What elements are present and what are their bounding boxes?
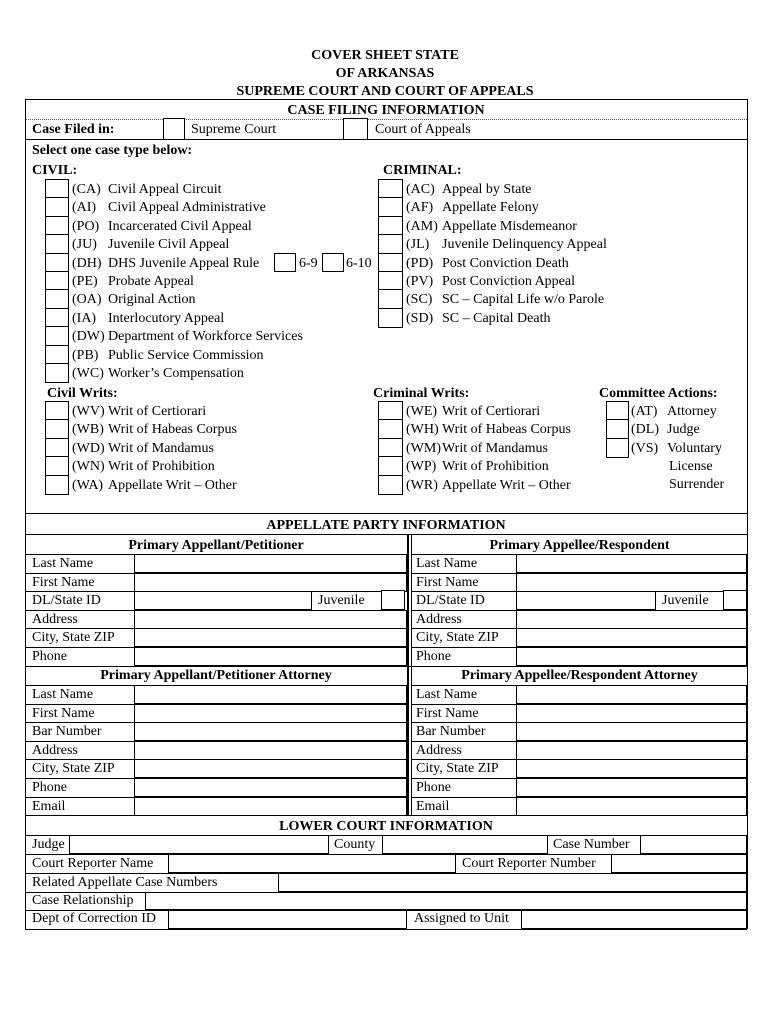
appellee-attorney-field-label: Address: [416, 743, 462, 758]
appellant-attorney-field-label: Email: [32, 799, 66, 814]
assigned-to-unit-label: Assigned to Unit: [414, 911, 509, 926]
criminal-type-code: (SC): [406, 292, 433, 308]
criminal-type-code: (AC): [406, 182, 435, 197]
appellee-field-label: Address: [416, 612, 462, 627]
civil-type-checkbox[interactable]: [45, 234, 69, 254]
case-relationship-label: Case Relationship: [32, 893, 134, 908]
civil-type-checkbox[interactable]: [45, 308, 69, 328]
court-reporter-name-label: Court Reporter Name: [32, 856, 154, 871]
civil-type-label: Civil Appeal Circuit: [108, 182, 222, 197]
civil-type-label: Public Service Commission: [108, 347, 264, 363]
appellant-field-label: Last Name: [32, 556, 94, 571]
criminal-type-checkbox[interactable]: [378, 179, 403, 199]
county-label: County: [334, 837, 376, 852]
appellant-attorney-field-label: Phone: [32, 780, 67, 795]
criminal-type-code: (PV): [406, 274, 434, 289]
civil-type-code: (PE): [72, 274, 98, 289]
appellee-field-label: Last Name: [416, 556, 478, 571]
appellant-field-input[interactable]: [134, 573, 407, 592]
supreme-court-checkbox[interactable]: [163, 118, 185, 140]
criminal-type-checkbox[interactable]: [378, 271, 403, 291]
appellee-attorney-field-label: Bar Number: [416, 724, 486, 739]
criminal-writ-label: Writ of Habeas Corpus: [442, 422, 571, 438]
civil-type-label: Interlocutory Appeal: [108, 310, 225, 326]
judge-label: Judge: [32, 837, 65, 852]
appellant-juvenile-checkbox[interactable]: [381, 590, 405, 610]
appellee-juvenile-label: Juvenile: [662, 593, 709, 608]
civil-type-label: Probate Appeal: [108, 274, 194, 289]
lower-court-bottom-rule: [25, 929, 747, 930]
appellant-attorney-field-input[interactable]: [134, 722, 407, 741]
committee-action-code: (AT): [631, 404, 658, 419]
case-relationship-input[interactable]: [145, 892, 747, 910]
civil-type-checkbox[interactable]: [45, 326, 69, 346]
lower-court-title: LOWER COURT INFORMATION: [279, 819, 493, 834]
county-input[interactable]: [382, 835, 548, 854]
appellee-field-input[interactable]: [516, 610, 747, 629]
civil-writ-checkbox[interactable]: [45, 456, 69, 476]
civil-writ-label: Writ of Habeas Corpus: [108, 422, 237, 438]
criminal-type-code: (SD): [406, 310, 434, 326]
appellee-attorney-field-label: First Name: [416, 706, 479, 721]
civil-type-checkbox[interactable]: [45, 271, 69, 291]
appellant-field-label: City, State ZIP: [32, 630, 115, 645]
case-filed-in-label: Case Filed in:: [32, 122, 115, 137]
appellant-attorney-field-input[interactable]: [134, 778, 407, 797]
case-number-input[interactable]: [640, 835, 747, 854]
section-left-border: [25, 99, 26, 513]
civil-writ-checkbox[interactable]: [45, 438, 69, 458]
appellee-field-label: First Name: [416, 575, 479, 590]
appellee-attorney-field-label: Email: [416, 799, 450, 814]
party-title-rule: [25, 534, 747, 535]
party-info-title: APPELLATE PARTY INFORMATION: [266, 518, 506, 533]
appellee-field-input[interactable]: [516, 554, 747, 573]
criminal-type-checkbox[interactable]: [378, 308, 403, 328]
appellant-attorney-field-input[interactable]: [134, 797, 407, 816]
dh-6-10-checkbox[interactable]: [322, 253, 344, 272]
related-case-numbers-input[interactable]: [278, 873, 747, 892]
appellee-juvenile-checkbox[interactable]: [723, 590, 747, 610]
civil-type-label: DHS Juvenile Appeal Rule: [108, 255, 260, 271]
party-center-divider-a: [407, 534, 409, 815]
criminal-type-checkbox[interactable]: [378, 216, 403, 236]
appellant-attorney-field-label: Bar Number: [32, 724, 102, 739]
civil-type-checkbox[interactable]: [45, 363, 69, 383]
committee-vs-line2: License: [669, 459, 713, 474]
related-case-numbers-label: Related Appellate Case Numbers: [32, 875, 218, 890]
dh-6-9-checkbox[interactable]: [274, 253, 296, 272]
criminal-writ-checkbox[interactable]: [378, 438, 403, 458]
filed-in-rule: [25, 139, 747, 140]
civil-type-code: (OA): [72, 292, 102, 308]
appellee-attorney-field-label: City, State ZIP: [416, 761, 499, 776]
committee-actions-heading: Committee Actions:: [599, 386, 718, 401]
criminal-type-code: (JL): [406, 237, 430, 253]
criminal-writ-label: Writ of Prohibition: [442, 459, 549, 475]
committee-action-code: (VS): [631, 440, 659, 456]
civil-type-label: Incarcerated Civil Appeal: [108, 218, 252, 234]
party-right-border: [747, 513, 748, 815]
civil-type-checkbox[interactable]: [45, 216, 69, 236]
civil-type-checkbox[interactable]: [45, 253, 69, 273]
criminal-writ-code: (WH): [406, 422, 439, 438]
appellee-field-label: DL/State ID: [416, 593, 485, 608]
appellee-attorney-field-input[interactable]: [516, 741, 747, 760]
civil-type-checkbox[interactable]: [45, 179, 69, 199]
case-filing-title: CASE FILING INFORMATION: [287, 103, 485, 118]
appellant-field-input[interactable]: [134, 591, 312, 610]
lower-court-right-border: [747, 815, 748, 929]
criminal-type-label: Appellate Misdemeanor: [442, 218, 577, 234]
criminal-type-checkbox[interactable]: [378, 289, 403, 309]
filing-bottom-rule: [25, 513, 747, 514]
assigned-to-unit-input[interactable]: [521, 910, 747, 929]
court-reporter-number-input[interactable]: [611, 854, 747, 873]
title-line-3: SUPREME COURT AND COURT OF APPEALS: [236, 84, 534, 99]
civil-type-code: (PO): [72, 218, 100, 234]
appellee-attorney-field-label: Last Name: [416, 687, 478, 702]
appellee-attorney-field-input[interactable]: [516, 722, 747, 741]
appellant-attorney-field-input[interactable]: [134, 741, 407, 760]
civil-writ-label: Writ of Mandamus: [108, 440, 214, 456]
appellee-field-input[interactable]: [516, 591, 656, 610]
committee-action-label: Voluntary: [667, 440, 722, 456]
criminal-type-label: Post Conviction Appeal: [442, 274, 575, 289]
appellant-heading: Primary Appellant/Petitioner: [128, 538, 304, 553]
civil-writ-code: (WN): [72, 459, 105, 475]
criminal-writ-label: Writ of Certiorari: [442, 404, 541, 419]
criminal-type-checkbox[interactable]: [378, 234, 403, 254]
civil-type-label: Worker’s Compensation: [108, 366, 244, 381]
civil-type-checkbox[interactable]: [45, 289, 69, 309]
civil-type-code: (AI): [72, 200, 97, 216]
appellee-attorney-field-label: Phone: [416, 780, 451, 795]
appellee-attorney-field-input[interactable]: [516, 704, 747, 723]
appellee-field-label: Phone: [416, 649, 451, 664]
appellee-attorney-field-input[interactable]: [516, 778, 747, 797]
criminal-writ-code: (WE): [406, 404, 438, 419]
dh-6-9-label: 6-9: [299, 256, 318, 271]
court-of-appeals-checkbox[interactable]: [343, 118, 368, 140]
civil-writ-code: (WV): [72, 404, 105, 419]
committee-action-code: (DL): [631, 422, 659, 438]
appellant-field-label: DL/State ID: [32, 593, 101, 608]
civil-writ-label: Appellate Writ – Other: [108, 477, 237, 493]
civil-type-label: Civil Appeal Administrative: [108, 200, 266, 216]
criminal-writ-label: Appellate Writ – Other: [442, 477, 571, 493]
civil-type-checkbox[interactable]: [45, 197, 69, 217]
committee-action-label: Attorney: [667, 404, 717, 419]
court-reporter-name-input[interactable]: [168, 854, 456, 873]
appellee-heading: Primary Appellee/Respondent: [489, 538, 670, 553]
appellant-attorney-field-label: Address: [32, 743, 78, 758]
criminal-type-label: Post Conviction Death: [442, 255, 569, 271]
committee-action-checkbox[interactable]: [606, 401, 629, 421]
criminal-type-code: (AM): [406, 218, 438, 234]
criminal-type-label: Juvenile Delinquency Appeal: [442, 237, 607, 253]
civil-type-code: (DW): [72, 329, 105, 345]
appellee-attorney-field-input[interactable]: [516, 685, 747, 704]
criminal-writ-code: (WP): [406, 459, 437, 475]
dh-6-10-label: 6-10: [346, 256, 372, 271]
civil-writs-heading: Civil Writs:: [47, 386, 118, 401]
appellant-field-label: First Name: [32, 575, 95, 590]
criminal-writ-code: (WR): [406, 477, 438, 493]
civil-type-label: Juvenile Civil Appeal: [108, 237, 230, 253]
criminal-writ-label: Writ of Mandamus: [442, 440, 548, 456]
civil-type-code: (PB): [72, 347, 99, 363]
dept-correction-id-label: Dept of Correction ID: [32, 911, 157, 926]
title-line-1: COVER SHEET STATE: [311, 48, 459, 63]
civil-type-code: (WC): [72, 366, 104, 381]
criminal-type-code: (PD): [406, 255, 434, 271]
criminal-writs-heading: Criminal Writs:: [373, 386, 470, 401]
appellee-attorney-field-input[interactable]: [516, 797, 747, 816]
court-of-appeals-label: Court of Appeals: [375, 122, 471, 137]
criminal-type-checkbox[interactable]: [378, 253, 403, 273]
appellee-field-input[interactable]: [516, 628, 747, 647]
civil-writ-checkbox[interactable]: [45, 401, 69, 421]
civil-writ-checkbox[interactable]: [45, 419, 69, 439]
appellant-attorney-field-input[interactable]: [134, 685, 407, 704]
committee-vs-line3: Surrender: [669, 477, 725, 492]
civil-writ-label: Writ of Prohibition: [108, 459, 215, 475]
filing-title-rule: [25, 119, 747, 120]
appellant-field-label: Phone: [32, 649, 67, 664]
party-left-border: [25, 513, 26, 815]
appellant-field-input[interactable]: [134, 554, 407, 573]
criminal-type-code: (AF): [406, 200, 434, 216]
civil-type-code: (JU): [72, 237, 97, 253]
criminal-writ-checkbox[interactable]: [378, 419, 403, 439]
appellee-field-input[interactable]: [516, 573, 747, 592]
civil-writ-checkbox[interactable]: [45, 475, 69, 495]
criminal-type-label: Appeal by State: [442, 182, 532, 197]
judge-input[interactable]: [69, 835, 329, 854]
criminal-type-label: SC – Capital Life w/o Parole: [442, 292, 605, 308]
appellant-field-input[interactable]: [134, 647, 407, 666]
supreme-court-label: Supreme Court: [191, 122, 277, 137]
civil-type-code: (IA): [72, 310, 97, 326]
criminal-writ-code: (WM): [406, 440, 441, 456]
appellant-field-input[interactable]: [134, 610, 407, 629]
section-right-border: [747, 99, 748, 513]
criminal-type-label: Appellate Felony: [442, 200, 539, 216]
criminal-type-checkbox[interactable]: [378, 197, 403, 217]
lower-court-left-border: [25, 815, 26, 929]
appellee-field-label: City, State ZIP: [416, 630, 499, 645]
court-reporter-number-label: Court Reporter Number: [462, 856, 596, 871]
civil-type-code: (CA): [72, 182, 101, 197]
appellant-attorney-field-label: Last Name: [32, 687, 94, 702]
committee-action-checkbox[interactable]: [606, 438, 629, 458]
appellee-attorney-heading: Primary Appellee/Respondent Attorney: [461, 668, 698, 683]
civil-writ-code: (WD): [72, 440, 105, 456]
appellant-field-input[interactable]: [134, 628, 407, 647]
committee-action-checkbox[interactable]: [606, 419, 629, 439]
party-block-rule: [25, 666, 747, 667]
civil-writ-code: (WA): [72, 477, 104, 493]
appellee-field-input[interactable]: [516, 647, 747, 666]
civil-type-label: Original Action: [108, 292, 196, 308]
appellant-attorney-heading: Primary Appellant/Petitioner Attorney: [100, 668, 332, 683]
header-rule: [25, 99, 747, 100]
criminal-writ-checkbox[interactable]: [378, 475, 403, 495]
criminal-writ-checkbox[interactable]: [378, 456, 403, 476]
civil-type-label: Department of Workforce Services: [108, 329, 303, 345]
civil-writ-label: Writ of Certiorari: [108, 404, 207, 419]
civil-type-checkbox[interactable]: [45, 345, 69, 365]
party-block-rule: [25, 815, 747, 816]
select-case-type-label: Select one case type below:: [32, 143, 193, 158]
criminal-heading: CRIMINAL:: [383, 163, 462, 178]
appellant-juvenile-label: Juvenile: [318, 593, 365, 608]
criminal-writ-checkbox[interactable]: [378, 401, 403, 421]
dept-correction-id-input[interactable]: [168, 910, 407, 929]
appellant-attorney-field-label: First Name: [32, 706, 95, 721]
civil-heading: CIVIL:: [32, 163, 78, 178]
appellant-attorney-field-label: City, State ZIP: [32, 761, 115, 776]
title-line-2: OF ARKANSAS: [335, 66, 435, 81]
civil-type-code: (DH): [72, 255, 102, 271]
criminal-type-label: SC – Capital Death: [442, 310, 551, 326]
appellant-attorney-field-input[interactable]: [134, 759, 407, 778]
civil-writ-code: (WB): [72, 422, 104, 438]
appellant-attorney-field-input[interactable]: [134, 704, 407, 723]
appellant-field-label: Address: [32, 612, 78, 627]
appellee-attorney-field-input[interactable]: [516, 759, 747, 778]
committee-action-label: Judge: [667, 422, 700, 438]
case-number-label: Case Number: [553, 837, 630, 852]
